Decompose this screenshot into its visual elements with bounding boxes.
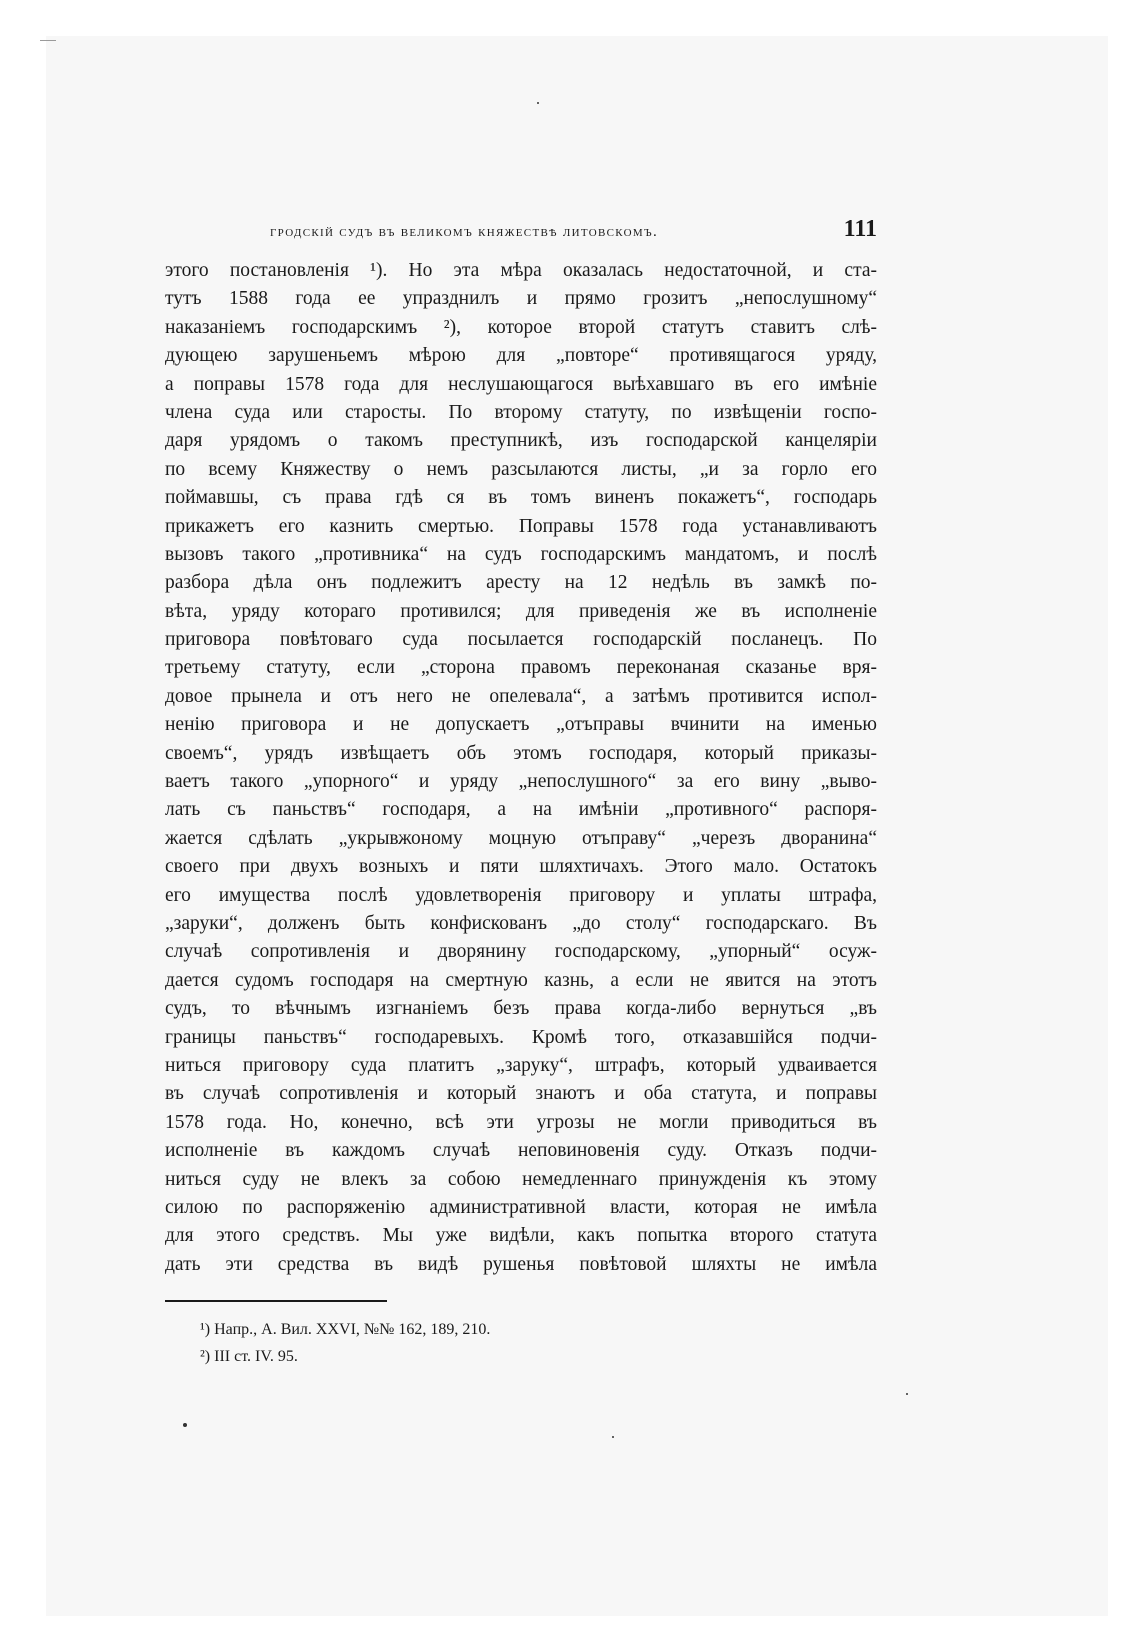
text-line: довое прынела и отъ него не опелевала“, а затѣмъ противится испол- xyxy=(165,685,877,707)
text-line: вѣта, уряду котораго противился; для приведенія же въ исполненіе xyxy=(165,600,877,622)
footnotes xyxy=(200,1316,490,1370)
text-line: тутъ 1588 года ее упразднилъ и прямо грозитъ „непослушному“ xyxy=(165,288,877,310)
text-line: 1578 года. Но, конечно, всѣ эти угрозы не могли приводиться въ xyxy=(165,1111,877,1133)
text-line: ниться суду не влекъ за собою немедленнаго принужденія къ этому xyxy=(165,1168,877,1190)
text-line: дать эти средства въ видѣ рушенья повѣтовой шляхты не имѣла xyxy=(165,1253,877,1275)
text-line: приговора повѣтоваго суда посылается господарскій посланецъ. По xyxy=(165,629,877,651)
text-line: даря урядомъ о такомъ преступникѣ, изъ господарской канцеляріи xyxy=(165,430,877,452)
text-line: прикажетъ его казнить смертью. Поправы 1578 года устанавливаютъ xyxy=(165,515,877,537)
text-line: ниться приговору суда платитъ „заруку“, штрафъ, который удваивается xyxy=(165,1054,877,1076)
text-line: наказаніемъ господарскимъ ²), которое второй статутъ ставитъ слѣ- xyxy=(165,316,877,338)
text-line: поймавшы, съ права гдѣ ся въ томъ виненъ покажетъ“, господарь xyxy=(165,487,877,509)
text-line: жается сдѣлать „укрывжоному моцную отъправу“ „черезъ дворанина“ xyxy=(165,827,877,849)
text-line: третьему статуту, если „сторона правомъ переконаная сказанье вря- xyxy=(165,657,877,679)
text-line: разбора дѣла онъ подлежитъ аресту на 12 недѣль въ замкѣ по- xyxy=(165,572,877,594)
text-line: дующею зарушеньемъ мѣрою для „повторе“ противящагося уряду, xyxy=(165,345,877,367)
text-line: его имущества послѣ удовлетворенія приговору и уплаты штрафа, xyxy=(165,884,877,906)
page-header xyxy=(165,216,877,250)
text-line: дается судомъ господаря на смертную казнь, а если не явится на этотъ xyxy=(165,969,877,991)
text-line: судъ, то вѣчнымъ изгнаніемъ безъ права когда-либо вернуться „въ xyxy=(165,998,877,1020)
scan-speck xyxy=(183,1423,187,1427)
text-line: по всему Княжеству о немъ разсылаются листы, „и за горло его xyxy=(165,458,877,480)
text-line: въ случаѣ сопротивленія и который знаютъ и оба статута, и поправы xyxy=(165,1083,877,1105)
text-line: а поправы 1578 года для неслушающагося выѣхавшаго въ его имѣніе xyxy=(165,373,877,395)
body-text xyxy=(165,257,877,1279)
text-line: лать съ паньствъ“ господаря, а на имѣніи „противного“ распоря- xyxy=(165,799,877,821)
text-line: границы паньствъ“ господаревыхъ. Кромѣ того, отказавшійся подчи- xyxy=(165,1026,877,1048)
text-line: „заруки“, долженъ быть конфискованъ „до столу“ господарскаго. Въ xyxy=(165,912,877,934)
text-line: для этого средствъ. Мы уже видѣли, какъ попытка второго статута xyxy=(165,1225,877,1247)
scan-speck xyxy=(537,102,539,104)
text-line: этого постановленія ¹). Но эта мѣра оказалась недостаточной, и ста- xyxy=(165,260,877,281)
text-line: члена суда или старосты. По второму статуту, по извѣщеніи госпо- xyxy=(165,401,877,423)
scan-edge-mark xyxy=(40,40,56,41)
text-line: силою по распоряженію административной власти, которая не имѣла xyxy=(165,1196,877,1218)
running-title: гродскій судъ въ великомъ княжествѣ литовскомъ. xyxy=(270,224,659,240)
footnote-divider xyxy=(165,1300,387,1302)
footnote-1: ¹) Напр., А. Вил. XXVI, №№ 162, 189, 210. xyxy=(200,1321,491,1338)
scan-speck xyxy=(612,1436,614,1438)
footnote-2: ²) III ст. IV. 95. xyxy=(200,1348,298,1365)
text-line: ненію приговора и не допускаетъ „отъправы вчинити на именью xyxy=(165,714,877,736)
text-line: своего при двухъ возныхъ и пяти шляхтичахъ. Этого мало. Остатокъ xyxy=(165,856,877,878)
text-line: ваетъ такого „упорного“ и уряду „непослушного“ за его вину „выво- xyxy=(165,771,877,793)
text-line: вызовъ такого „противника“ на судъ господарскимъ мандатомъ, и послѣ xyxy=(165,543,877,565)
text-line: исполненіе въ каждомъ случаѣ неповиновенія суду. Отказъ подчи- xyxy=(165,1140,877,1162)
text-line: случаѣ сопротивленія и дворянину господарскому, „упорный“ осуж- xyxy=(165,941,877,963)
text-line: своемъ“, урядъ извѣщаетъ объ этомъ господаря, который приказы- xyxy=(165,742,877,764)
page-number: 111 xyxy=(843,216,877,242)
scan-speck xyxy=(906,1393,908,1395)
